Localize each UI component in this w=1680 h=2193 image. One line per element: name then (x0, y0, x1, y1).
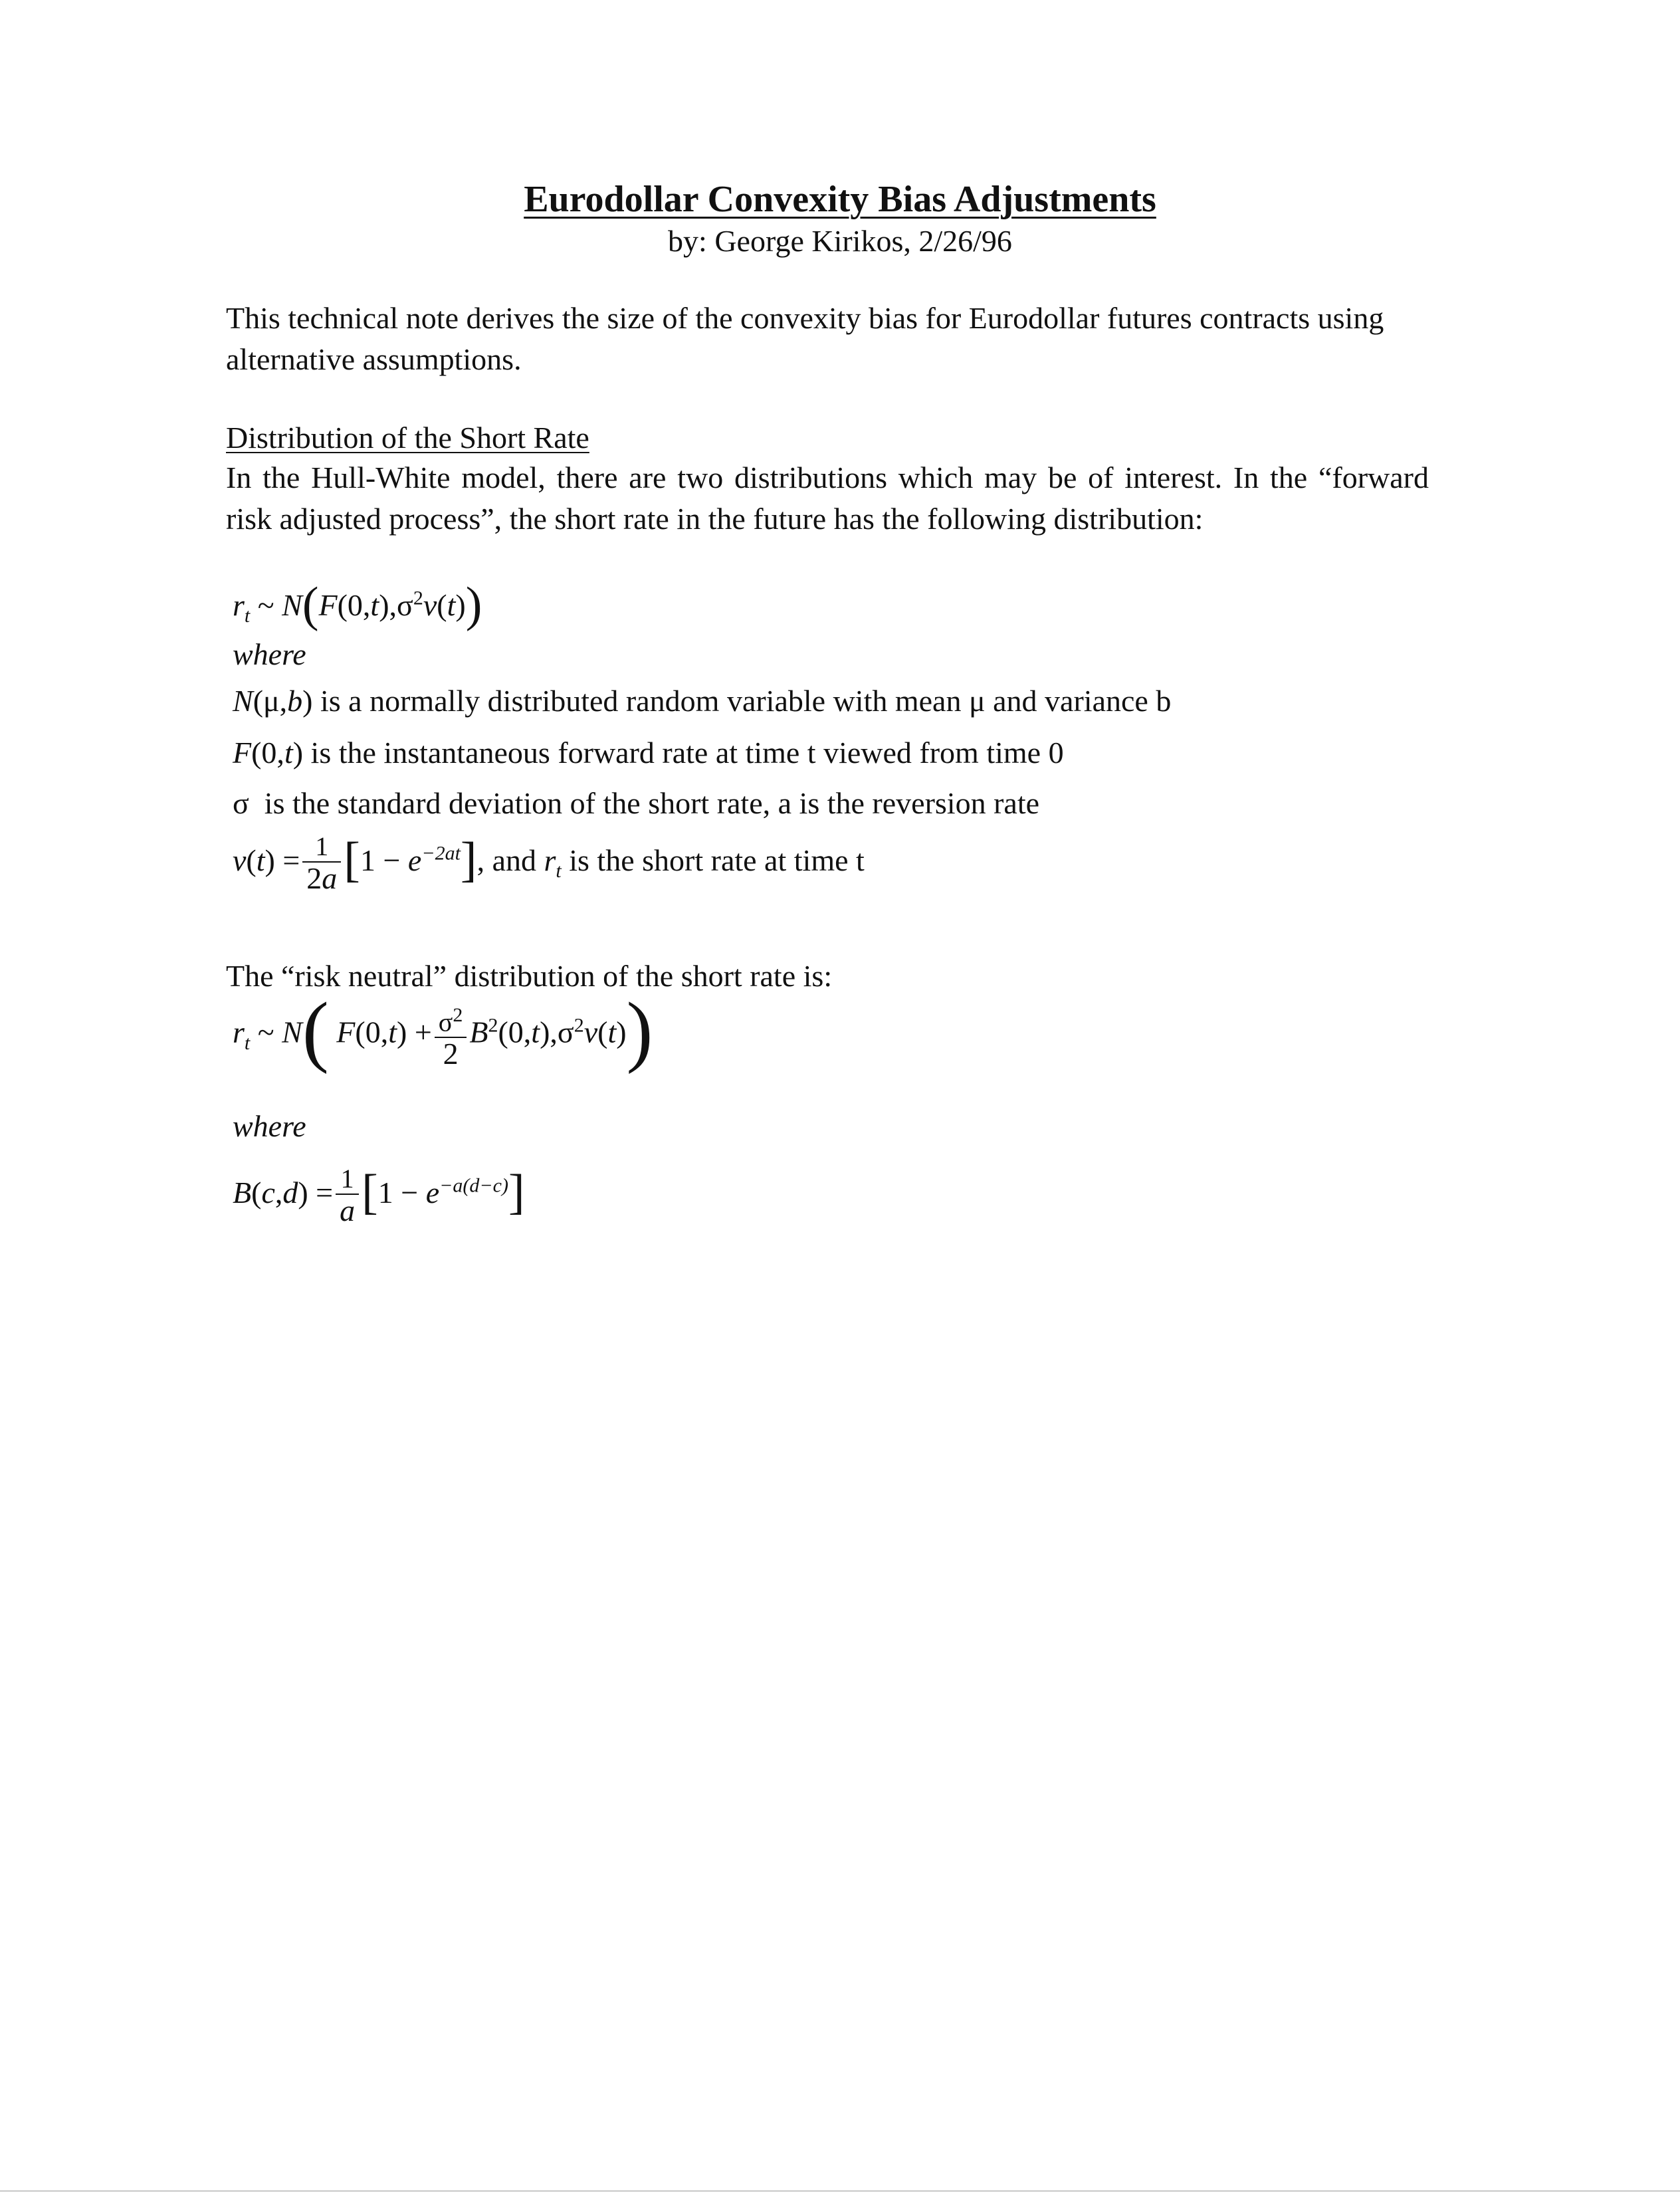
where-label-2: where (233, 1109, 306, 1143)
definition-forward-text: is the instantaneous forward rate at time t viewed from time 0 (310, 736, 1064, 770)
section-paragraph: In the Hull-White model, there are two distributions which may be of interest. In the “forward risk adjusted process”, the short rate in the future has the following distribution: (226, 461, 1429, 536)
definition-normal-text: is a normally distributed random variable with mean μ and variance b (320, 684, 1172, 718)
definition-forward-rate: F(0,t) is the instantaneous forward rate at time t viewed from time 0 (233, 736, 1064, 770)
author-byline: by: George Kirikos, 2/26/96 (668, 224, 1012, 258)
definition-sigma-text: is the standard deviation of the short rate, a is the reversion rate (264, 786, 1040, 820)
risk-neutral-intro: The “risk neutral” distribution of the short rate is: (226, 959, 833, 993)
definition-sigma: σ is the standard deviation of the short rate, a is the reversion rate (233, 786, 1040, 820)
equation-forward-distribution: $r_t$ ~ $N(F(0,t),\sigma^2v(t))$ (233, 577, 482, 632)
definition-v-of-t: v(t) = $\frac{1}{2a}$ $[1 - e^{-2at}]$, and $r_t$ is the short rate at time t (233, 831, 865, 896)
definition-normal: N(μ,b) is a normally distributed random variable with mean μ and variance b (233, 684, 1172, 718)
page-bottom-edge (0, 2190, 1680, 2192)
equation-b-function: B(c,d) = $\frac{1}{a}$ $[1 - e^{-a(d-c)}]$ (233, 1164, 525, 1228)
where-label-1: where (233, 637, 306, 671)
definition-rt-and: , and (476, 843, 536, 877)
equation-risk-neutral-distribution: $r_t$ ~ N( F(0,t) + $\frac{\sigma^2}{2}$ $B^2(0,t),\sigma^2v(t)$) (233, 986, 653, 1075)
section-heading: Distribution of the Short Rate (226, 421, 589, 455)
intro-paragraph: This technical note derives the size of the convexity bias for Eurodollar futures contracts using alternative assumptions. (226, 301, 1384, 376)
document-title: Eurodollar Convexity Bias Adjustments (524, 179, 1156, 220)
definition-rt-text: is the short rate at time t (569, 843, 865, 877)
